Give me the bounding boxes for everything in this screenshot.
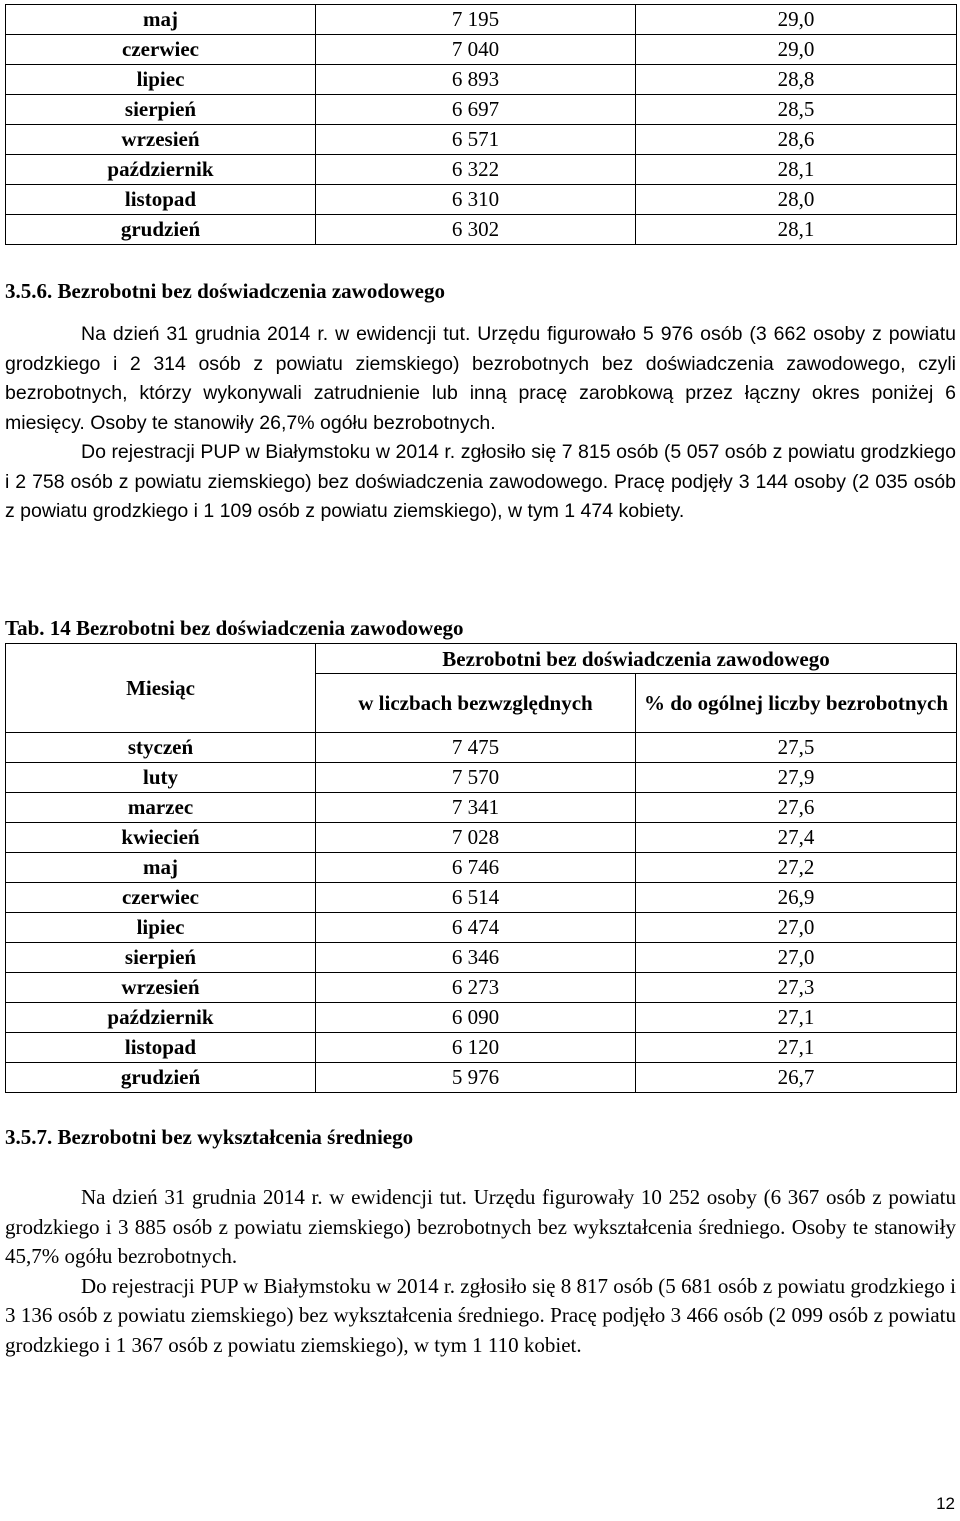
table-row: [6, 943, 957, 973]
count-cell: 7 028: [316, 823, 636, 853]
count-cell: 6 120: [316, 1033, 636, 1063]
month-cell: grudzień: [6, 1063, 316, 1093]
table-row: [6, 155, 957, 185]
percent-cell: 29,0: [636, 5, 957, 35]
count-cell: 6 893: [316, 65, 636, 95]
table-row: [6, 185, 957, 215]
header-month: Miesiąc: [6, 644, 316, 733]
table-row: [6, 35, 957, 65]
month-cell: maj: [6, 5, 316, 35]
month-cell: czerwiec: [6, 35, 316, 65]
table-row: [6, 125, 957, 155]
table-row: [6, 763, 957, 793]
month-cell: marzec: [6, 793, 316, 823]
count-cell: 7 570: [316, 763, 636, 793]
month-cell: listopad: [6, 185, 316, 215]
section-heading-357: 3.5.7. Bezrobotni bez wykształcenia średniego: [5, 1125, 414, 1149]
count-cell: 6 474: [316, 913, 636, 943]
percent-cell: 28,1: [636, 215, 957, 245]
table-row: [6, 823, 957, 853]
table-row: [6, 65, 957, 95]
table-continued-body: [6, 5, 957, 245]
table-14: [5, 643, 957, 1093]
percent-cell: 27,1: [636, 1003, 957, 1033]
percent-cell: 28,5: [636, 95, 957, 125]
count-cell: 6 346: [316, 943, 636, 973]
count-cell: 6 273: [316, 973, 636, 1003]
percent-cell: 27,6: [636, 793, 957, 823]
month-cell: luty: [6, 763, 316, 793]
count-cell: 6 514: [316, 883, 636, 913]
month-cell: październik: [6, 1003, 316, 1033]
paragraph: Na dzień 31 grudnia 2014 r. w ewidencji tut. Urzędu figurowało 5 976 osób (3 662 osoby z powiatu grodzkiego i 2 314 osób z powiatu ziemskiego) bezrobotnych bez doświadczenia zawodowego, czyli bezrobotnych, którzy wykonywali zatrudnienie lub inną pracę zarobkową przez łączny okres poniżej 6 miesięcy. Osoby te stanowiły 26,7% ogółu bezrobotnych.: [5, 323, 956, 434]
table-row: [6, 883, 957, 913]
month-cell: wrzesień: [6, 125, 316, 155]
percent-cell: 28,0: [636, 185, 957, 215]
month-cell: lipiec: [6, 913, 316, 943]
table-row: [6, 733, 957, 763]
percent-cell: 27,9: [636, 763, 957, 793]
percent-cell: 28,8: [636, 65, 957, 95]
percent-cell: 28,6: [636, 125, 957, 155]
month-cell: sierpień: [6, 95, 316, 125]
count-cell: 7 341: [316, 793, 636, 823]
table-row: [6, 1003, 957, 1033]
table-continued: [5, 4, 957, 245]
percent-cell: 27,0: [636, 943, 957, 973]
month-cell: wrzesień: [6, 973, 316, 1003]
percent-cell: 27,3: [636, 973, 957, 1003]
count-cell: 6 571: [316, 125, 636, 155]
month-cell: styczeń: [6, 733, 316, 763]
table-row: [6, 1063, 957, 1093]
section-357-text: [5, 1183, 956, 1360]
count-cell: 6 310: [316, 185, 636, 215]
percent-cell: 27,0: [636, 913, 957, 943]
header-percent: % do ogólnej liczby bezrobotnych: [636, 674, 957, 733]
percent-cell: 27,5: [636, 733, 957, 763]
month-cell: listopad: [6, 1033, 316, 1063]
percent-cell: 28,1: [636, 155, 957, 185]
count-cell: 7 475: [316, 733, 636, 763]
paragraph: Do rejestracji PUP w Białymstoku w 2014 r. zgłosiło się 8 817 osób (5 681 osób z powiatu grodzkiego i 3 136 osób z powiatu ziemskiego) bez wykształcenia średniego. Pracę podjęło 3 466 osób (2 099 osób z powiatu grodzkiego i 1 367 osób z powiatu ziemskiego), w tym 1 110 kobiet.: [5, 1273, 956, 1357]
month-cell: maj: [6, 853, 316, 883]
percent-cell: 27,1: [636, 1033, 957, 1063]
section-356-text: [5, 320, 956, 527]
percent-cell: 27,2: [636, 853, 957, 883]
table-row: [6, 793, 957, 823]
table-row: [6, 973, 957, 1003]
percent-cell: 26,9: [636, 883, 957, 913]
table-row: [6, 5, 957, 35]
month-cell: sierpień: [6, 943, 316, 973]
percent-cell: 29,0: [636, 35, 957, 65]
paragraph: Na dzień 31 grudnia 2014 r. w ewidencji tut. Urzędu figurowały 10 252 osoby (6 367 osób z powiatu grodzkiego i 3 885 osób z powiatu ziemskiego) bezrobotnych bez wykształcenia średniego. Osoby te stanowiły 45,7% ogółu bezrobotnych.: [5, 1185, 956, 1268]
section-heading-356: 3.5.6. Bezrobotni bez doświadczenia zawodowego: [5, 279, 446, 303]
percent-cell: 26,7: [636, 1063, 957, 1093]
table-14-body: [6, 733, 957, 1093]
count-cell: 6 322: [316, 155, 636, 185]
table-row: [6, 1033, 957, 1063]
month-cell: październik: [6, 155, 316, 185]
count-cell: 6 697: [316, 95, 636, 125]
count-cell: 7 040: [316, 35, 636, 65]
month-cell: grudzień: [6, 215, 316, 245]
count-cell: 6 302: [316, 215, 636, 245]
table-row: [6, 215, 957, 245]
table-row: [6, 95, 957, 125]
table-row: [6, 853, 957, 883]
page-number: 12: [936, 1494, 955, 1513]
percent-cell: 27,4: [636, 823, 957, 853]
table-row: [6, 913, 957, 943]
header-group: Bezrobotni bez doświadczenia zawodowego: [316, 644, 957, 674]
header-absolute: w liczbach bezwzględnych: [316, 674, 636, 733]
table-caption: Tab. 14 Bezrobotni bez doświadczenia zawodowego: [5, 616, 464, 640]
count-cell: 5 976: [316, 1063, 636, 1093]
month-cell: lipiec: [6, 65, 316, 95]
month-cell: kwiecień: [6, 823, 316, 853]
count-cell: 7 195: [316, 5, 636, 35]
paragraph: Do rejestracji PUP w Białymstoku w 2014 r. zgłosiło się 7 815 osób (5 057 osób z powiatu grodzkiego i 2 758 osób z powiatu ziemskiego) bez doświadczenia zawodowego. Pracę podjęły 3 144 osoby (2 035 osób z powiatu grodzkiego i 1 109 osób z powiatu ziemskiego), w tym 1 474 kobiety.: [5, 441, 956, 522]
month-cell: czerwiec: [6, 883, 316, 913]
count-cell: 6 746: [316, 853, 636, 883]
count-cell: 6 090: [316, 1003, 636, 1033]
